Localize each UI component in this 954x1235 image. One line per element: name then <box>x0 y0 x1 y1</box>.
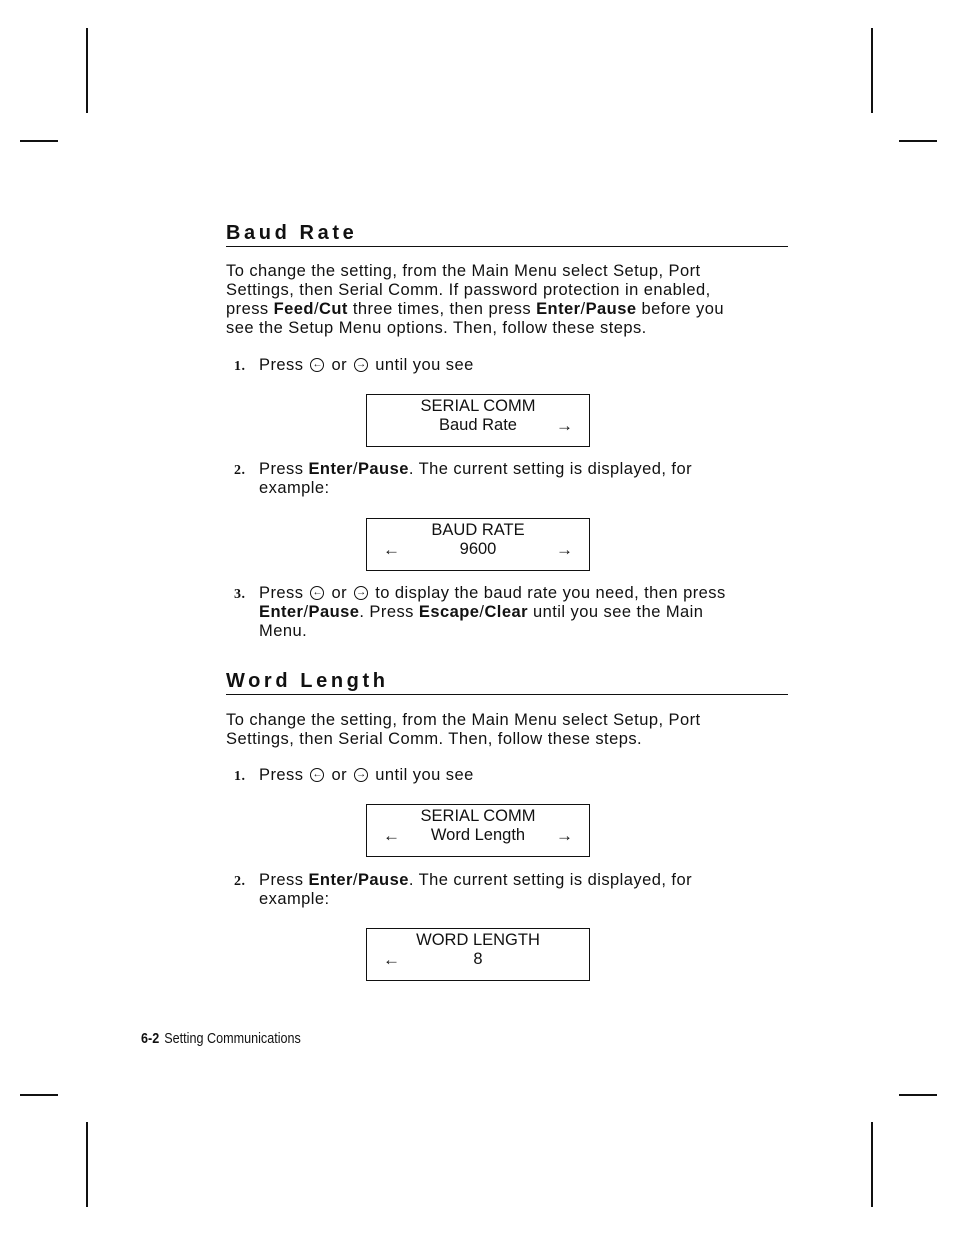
crop-mark <box>86 1122 88 1207</box>
section-title-word-length: Word Length <box>226 669 788 695</box>
left-arrow-icon: ← <box>383 950 400 969</box>
right-arrow-key-icon: → <box>356 769 367 780</box>
crop-mark <box>871 28 873 113</box>
left-arrow-key-icon: ← <box>312 587 323 598</box>
crop-mark <box>86 28 88 113</box>
lcd-display-serial-comm: SERIAL COMM Baud Rate → <box>366 394 590 447</box>
baud-intro: To change the setting, from the Main Menu select Setup, Port Settings, then Serial Comm. If password protection in enabled, press Feed/Cut three times, then press Enter/Pause before you see the Setup Menu options. Then, follow these steps. <box>226 262 724 337</box>
section-title-baud-rate: Baud Rate <box>226 221 788 247</box>
left-arrow-icon: ← <box>383 540 400 559</box>
right-arrow-icon: → <box>556 416 573 435</box>
right-arrow-key-icon: → <box>356 587 367 598</box>
left-arrow-icon: ← <box>383 826 400 845</box>
left-arrow-key-icon: ← <box>312 769 323 780</box>
crop-mark <box>899 1094 937 1096</box>
right-arrow-icon: → <box>556 540 573 559</box>
left-arrow-key-icon: ← <box>312 359 323 370</box>
crop-mark <box>899 140 937 142</box>
page-footer <box>141 1030 301 1047</box>
crop-mark <box>20 1094 58 1096</box>
crop-mark <box>871 1122 873 1207</box>
chapter-title: Setting Communications <box>164 1030 301 1047</box>
lcd-display-baud-rate: BAUD RATE 9600 ← → <box>366 518 590 571</box>
right-arrow-key-icon: → <box>356 359 367 370</box>
right-arrow-icon: → <box>556 826 573 845</box>
lcd-display-word-length: WORD LENGTH 8 ← <box>366 928 590 981</box>
page-number: 6-2 <box>141 1030 160 1047</box>
lcd-display-serial-comm-word: SERIAL COMM Word Length ← → <box>366 804 590 857</box>
crop-mark <box>20 140 58 142</box>
word-intro: To change the setting, from the Main Menu select Setup, Port Settings, then Serial Comm. Then, follow these steps. <box>226 711 701 748</box>
